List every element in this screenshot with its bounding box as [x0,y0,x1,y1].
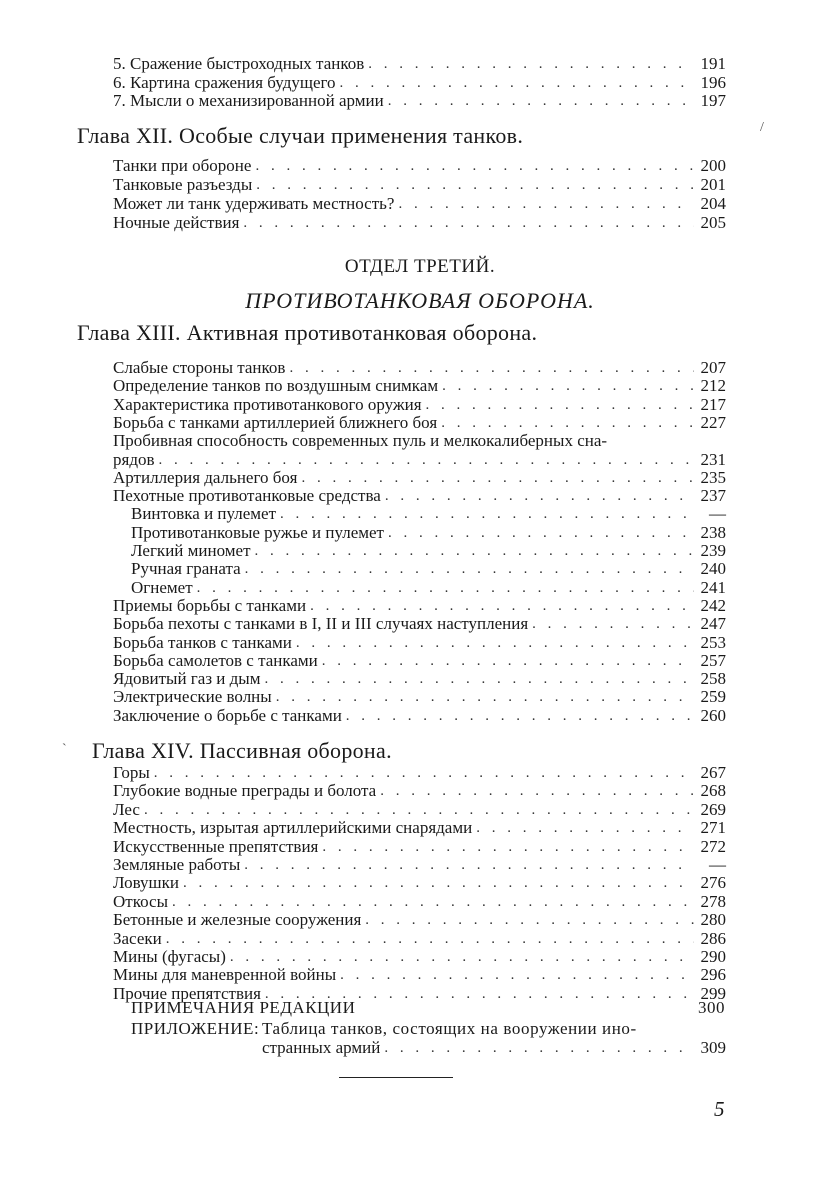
toc-item-page: 191 [700,54,726,73]
ch13-item-title: Заключение о борьбе с танками [113,705,342,725]
notes-label: ПРИМЕЧАНИЯ РЕДАКЦИИ [131,998,356,1017]
toc-item-page: 196 [700,72,726,92]
toc-item [113,55,726,73]
ch13-item [113,414,726,432]
ch14-item-page: 299 [700,983,726,1003]
ch14-item-page: — [709,855,726,874]
ch13-item-page: 239 [700,541,726,560]
ch13-item [131,579,726,597]
ch13-item [113,451,726,469]
ch14-item [113,948,726,966]
ch12-item [113,214,726,232]
ch13-item-title: Противотанковые ружье и пулемет [131,522,384,542]
leader-dots [230,948,694,966]
leader-dots [322,838,694,856]
ch13-item-title: Огнемет [131,577,193,597]
ch13-item [131,560,726,578]
leader-dots [368,55,694,73]
appendix-line-2 [262,1039,726,1057]
ch13-item-title: Борьба с танками артиллерией ближнего боя [113,412,438,432]
ch14-item [113,893,726,911]
ch13-item-page: 247 [700,614,726,634]
ch12-item-page: 201 [700,175,726,194]
ch14-item [113,838,726,856]
ch13-item [113,469,726,487]
ch14-item-title: Засеки [113,928,162,948]
ch13-item [113,597,726,615]
ch12-item-page: 200 [700,156,726,175]
ch13-item-title: Определение танков по воздушным снимкам [113,376,439,396]
ch13-item-page: 231 [700,449,726,469]
leader-dots [322,652,694,670]
ch13-item [113,359,726,377]
ch13-item [131,524,726,542]
ch13-item-title: Ядовитый газ и дым [113,669,261,689]
ch14-item-page: 280 [700,910,726,930]
ch14-item-page: 290 [700,947,726,966]
ch14-item-page: 296 [700,965,726,985]
ch13-item-page: 217 [700,394,726,414]
ch12-item-title: Танки при обороне [113,156,252,175]
ch14-item [113,930,726,948]
leader-dots [276,688,694,706]
chapter-14-heading: Глава XIV. Пассивная оборона. [92,738,392,763]
margin-mark: / [760,120,764,135]
leader-dots [388,524,694,542]
leader-dots [442,377,694,395]
ch14-item [113,911,726,929]
ch13-item-page: 259 [700,687,726,707]
ch13-item-title: Характеристика противотанкового оружия [113,394,422,414]
ch13-item-page: 241 [700,577,726,597]
notes-page: 300 [698,998,725,1017]
ch12-item-page: 205 [700,213,726,232]
leader-dots [310,597,694,615]
ch14-item-page: 267 [700,763,726,782]
ch12-item-title: Ночные действия [113,213,240,232]
ch14-item-title: Мины (фугасы) [113,947,226,966]
leader-dots [166,930,694,948]
ch13-item [113,634,726,652]
ch13-item-title: Приемы борьбы с танками [113,595,307,615]
ch13-item [113,688,726,706]
ch14-item-title: Ловушки [113,873,179,893]
ch14-item-title: Бетонные и железные сооружения [113,910,362,930]
leader-dots [244,856,694,874]
ch12-item-title: Может ли танк удерживать местность? [113,194,395,213]
leader-dots [384,1039,694,1057]
ch13-item-page: 227 [700,412,726,432]
ch12-item [113,176,726,194]
ch14-item-title: Лес [113,799,140,819]
leader-dots [280,505,694,523]
ch13-item [131,505,726,523]
ch13-item-page: 257 [700,650,726,670]
ch13-item-title: Винтовка и пулемет [131,504,277,524]
section-label: ОТДЕЛ ТРЕТИЙ. [344,256,496,277]
ch13-item-page: — [709,504,726,524]
ch14-item [113,874,726,892]
leader-dots [365,911,694,929]
ch13-item [113,670,726,688]
chapter-13-heading: Глава XIII. Активная противотанковая оборона. [77,320,538,345]
ch14-item-page: 268 [700,781,726,801]
leader-dots [289,359,694,377]
ch13-item-page: 212 [700,376,726,396]
ch13-item [113,377,726,395]
leader-dots [172,893,694,911]
leader-dots [243,214,694,232]
toc-item-title: 5. Сражение быстроходных танков [113,54,365,73]
leader-dots [301,469,694,487]
leader-dots [388,92,694,110]
ch14-item-title: Мины для маневренной войны [113,965,337,985]
ch13-item-title: Слабые стороны танков [113,358,286,377]
toc-item [113,74,726,92]
ch14-item-page: 272 [700,836,726,856]
ch14-item-page: 278 [700,891,726,911]
leader-dots [385,487,694,505]
ch12-item-title: Танковые разъезды [113,175,253,194]
ch14-item-title: Земляные работы [113,855,241,874]
leader-dots [476,819,694,837]
leader-dots [255,542,695,560]
ch14-item-page: 286 [700,928,726,948]
ch13-item-page: 237 [700,486,726,506]
leader-dots [154,764,694,782]
leader-dots [255,157,694,175]
ch13-item-title: Борьба самолетов с танками [113,650,318,670]
leader-dots [340,74,694,92]
leader-dots [245,560,694,578]
ch14-item-title: Глубокие водные преграды и болота [113,781,377,801]
ch13-item [113,396,726,414]
toc-item-title: 6. Картина сражения будущего [113,72,336,92]
ch13-item-page: 258 [700,669,726,689]
ch13-item [113,432,726,450]
ch13-item-title: Борьба танков с танками [113,632,292,652]
ch13-item-title: Артиллерия дальнего боя [113,467,298,487]
ch12-item-page: 204 [700,194,726,213]
toc-item [113,92,726,110]
ch14-item [113,782,726,800]
ch13-item-title: Борьба пехоты с танками в I, II и III случаях наступления [113,614,529,634]
toc-item-title: 7. Мысли о механизированной армии [113,91,384,110]
ch14-item-title: Местность, изрытая артиллерийскими снарядами [113,818,473,838]
ch13-item-page: 260 [700,705,726,725]
ch14-item-page: 271 [700,818,726,838]
leader-dots [256,176,694,194]
leader-dots [159,451,695,469]
ch12-item [113,195,726,213]
section-title: ПРОТИВОТАНКОВАЯ ОБОРОНА. [245,288,595,313]
leader-dots [426,396,694,414]
ch13-item-page: 207 [700,358,726,377]
ch14-item [113,856,726,874]
ch13-item-page: 238 [700,522,726,542]
ch14-item-title: Искусственные препятствия [113,836,319,856]
appendix-label: ПРИЛОЖЕНИЕ: [131,1019,260,1038]
ch13-item-title: Легкий миномет [131,541,251,560]
leader-dots [346,707,694,725]
leader-dots [441,414,694,432]
ch14-item [113,819,726,837]
leader-dots [144,801,694,819]
ch13-item [113,652,726,670]
footer-rule [339,1077,453,1078]
leader-dots [532,615,694,633]
ch13-item [113,707,726,725]
ch14-item-page: 276 [700,873,726,893]
appendix-line-2-text: странных армий [262,1038,381,1057]
margin-mark: ` [62,742,67,757]
leader-dots [264,670,694,688]
ch13-item [113,615,726,633]
ch13-item-title: Ручная граната [131,559,241,579]
appendix-line-1: Таблица танков, состоящих на вооружении ино- [262,1019,637,1038]
ch14-item [113,764,726,782]
page-number: 5 [714,1097,725,1121]
ch13-item-page: 253 [700,632,726,652]
ch14-item-title: Откосы [113,891,168,911]
ch13-item-page: 240 [700,559,726,579]
ch14-item-title: Горы [113,763,150,782]
toc-item-page: 197 [700,91,726,110]
leader-dots [296,634,694,652]
ch13-item-page: 242 [700,595,726,615]
ch13-item-page: 235 [700,467,726,487]
ch14-item-title: Прочие препятствия [113,983,261,1003]
appendix-page: 309 [700,1038,726,1057]
leader-dots [398,195,694,213]
ch14-item-page: 269 [700,799,726,819]
leader-dots [183,874,694,892]
chapter-12-heading: Глава XII. Особые случаи применения танков. [77,123,524,148]
ch13-item [131,542,726,560]
ch13-item-title: Электрические волны [113,687,272,707]
ch13-item [113,487,726,505]
ch13-item-title: рядов [113,449,155,469]
ch14-item [113,966,726,984]
ch12-item [113,157,726,175]
leader-dots [197,579,694,597]
leader-dots [340,966,694,984]
leader-dots [380,782,694,800]
ch13-item-title: Пехотные противотанковые средства [113,486,381,506]
ch14-item [113,801,726,819]
ch13-item-title: Пробивная способность современных пуль и мелкокалиберных сна- [113,431,608,451]
